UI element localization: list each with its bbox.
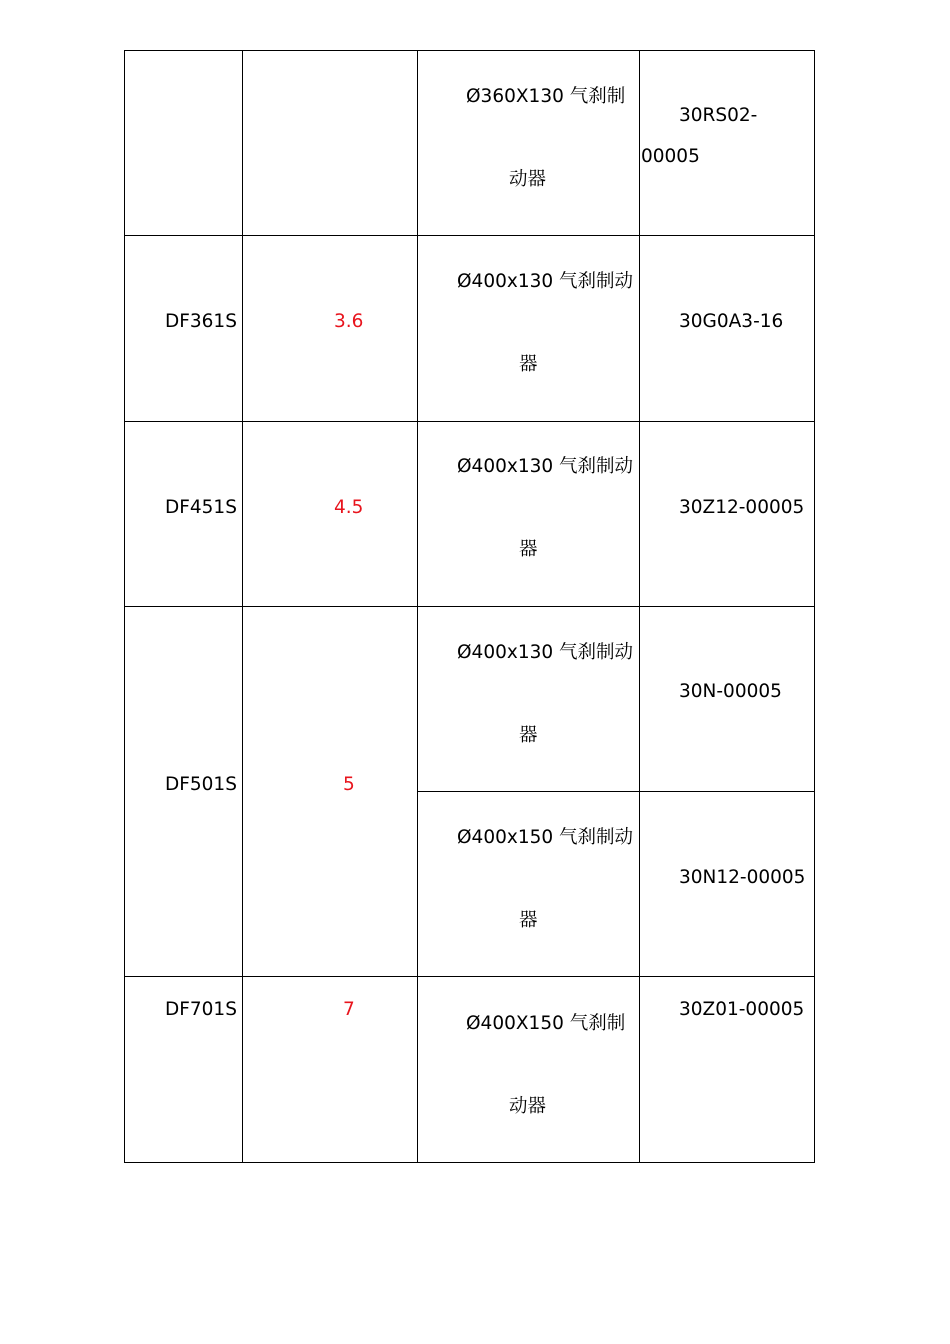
table-border-bottom <box>124 1162 815 1163</box>
tonnage-cell: 4.5 <box>334 497 364 518</box>
row-divider <box>124 421 815 422</box>
table-border-top <box>124 50 815 51</box>
brake-spec-table <box>124 50 815 1163</box>
model-cell: DF361S <box>165 311 237 332</box>
part-number-cell: 30N-00005 <box>679 681 782 702</box>
part-number-cell: 30Z01-00005 <box>679 999 805 1020</box>
column-divider <box>242 50 243 1163</box>
spec-cell-line2: 器 <box>519 539 538 560</box>
part-number-cell: 30G0A3-16 <box>679 311 784 332</box>
part-number-line1: 30RS02- <box>679 105 758 126</box>
row-divider <box>124 235 815 236</box>
part-number-cell: 30N12-00005 <box>679 867 806 888</box>
table-border-left <box>124 50 125 1163</box>
spec-cell-line2: 器 <box>519 910 538 931</box>
model-cell: DF451S <box>165 497 237 518</box>
spec-cell-line1: Ø360X130 气刹制 <box>466 86 626 107</box>
spec-cell-line2: 动器 <box>509 1096 547 1117</box>
spec-cell-line1: Ø400X150 气刹制 <box>466 1013 626 1034</box>
sub-row-divider <box>417 791 815 792</box>
column-divider <box>639 50 640 1163</box>
column-divider <box>417 50 418 1163</box>
part-number-line2: 00005 <box>641 146 700 167</box>
spec-cell-line2: 器 <box>519 725 538 746</box>
row-divider <box>124 976 815 977</box>
table-border-right <box>814 50 815 1163</box>
tonnage-cell: 5 <box>343 774 355 795</box>
tonnage-cell: 3.6 <box>334 311 364 332</box>
spec-cell-line1: Ø400x130 气刹制动 <box>457 456 634 477</box>
spec-cell-line1: Ø400x150 气刹制动 <box>457 827 634 848</box>
row-divider <box>124 606 815 607</box>
part-number-cell: 30Z12-00005 <box>679 497 805 518</box>
model-cell: DF701S <box>165 999 237 1020</box>
spec-cell-line2: 动器 <box>509 169 547 190</box>
spec-cell-line1: Ø400x130 气刹制动 <box>457 271 634 292</box>
spec-cell-line2: 器 <box>519 354 538 375</box>
tonnage-cell: 7 <box>343 999 355 1020</box>
spec-cell-line1: Ø400x130 气刹制动 <box>457 642 634 663</box>
model-cell: DF501S <box>165 774 237 795</box>
